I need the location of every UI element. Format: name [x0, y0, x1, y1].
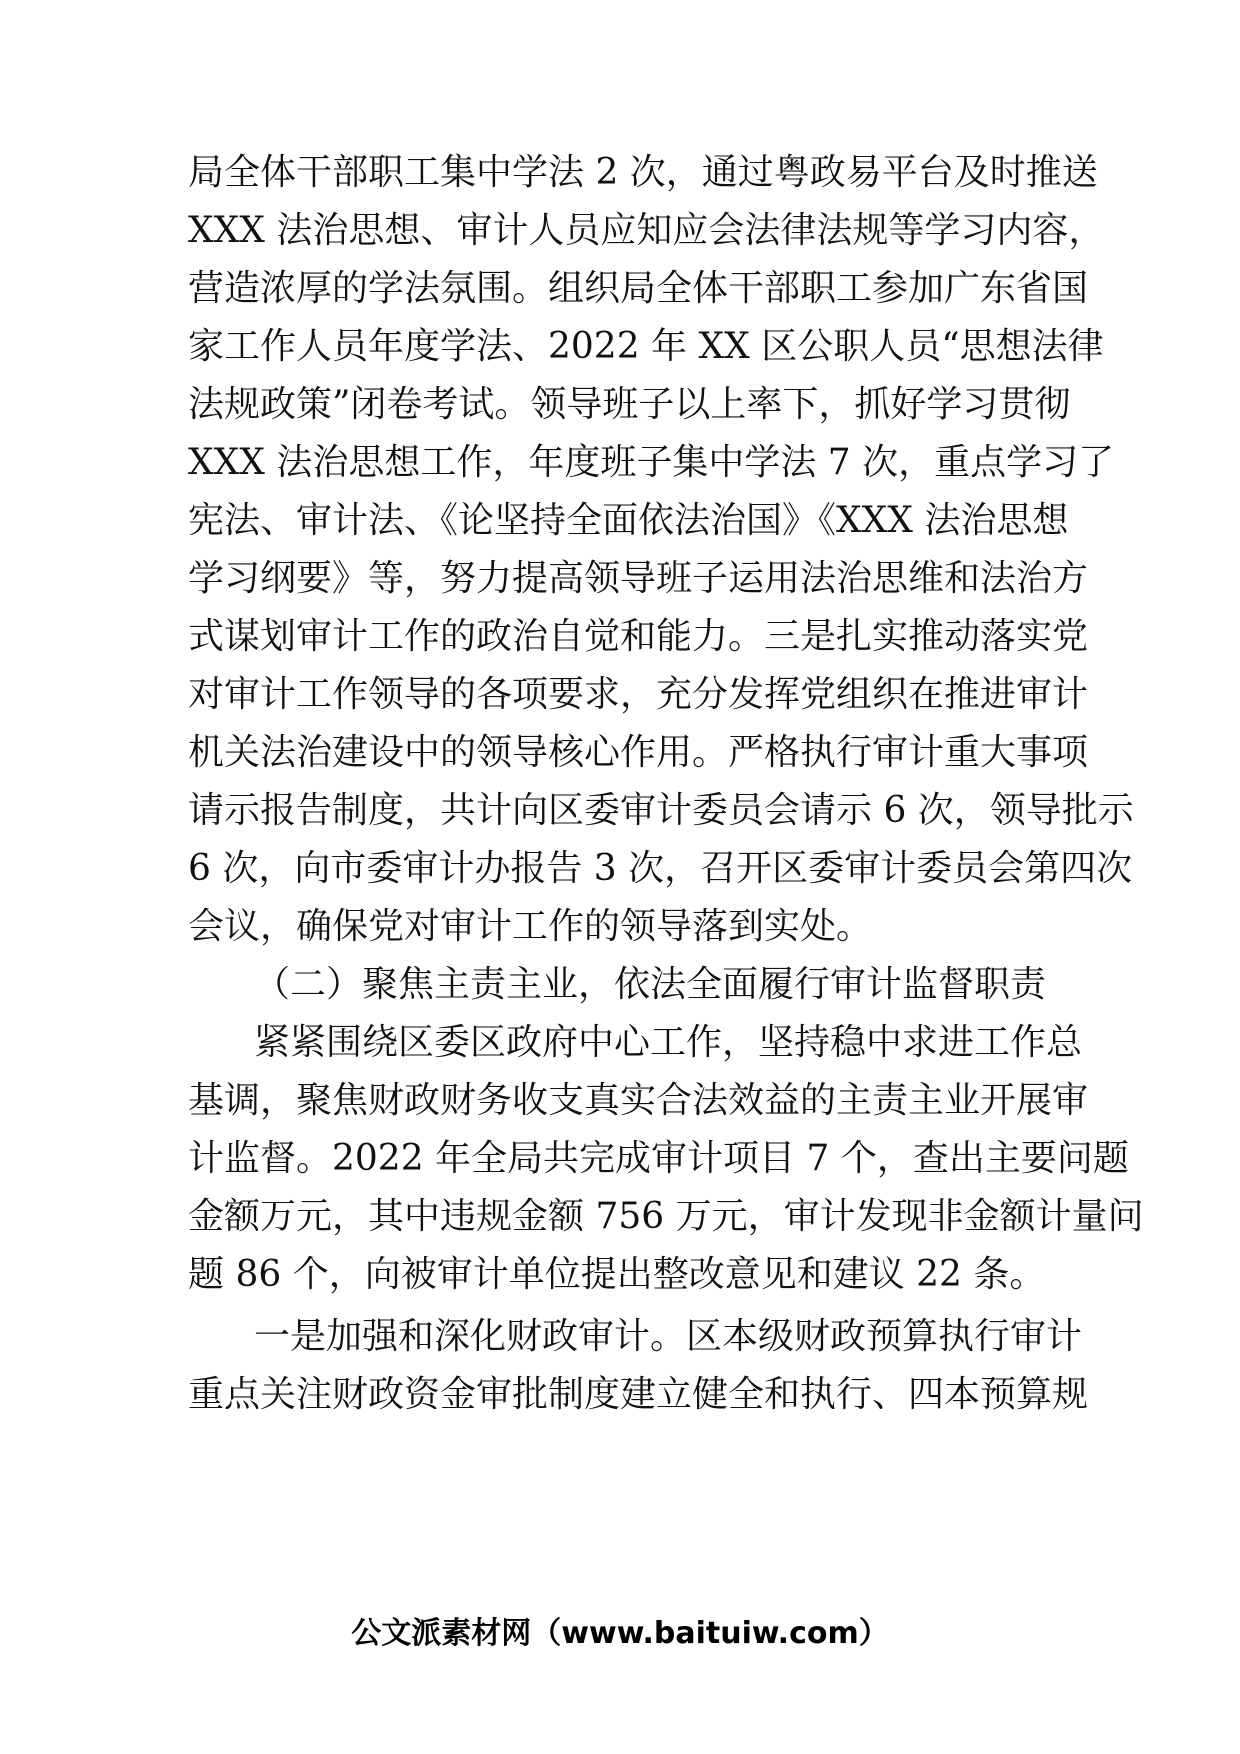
text-line-14: 会议，确保党对审计工作的领导落到实处。: [188, 906, 873, 947]
text-line-13: 6 次，向市委审计办报告 3 次，召开区委审计委员会第四次: [188, 848, 1133, 889]
text-line-7: 宪法、审计法、《论坚持全面依法治国》《XXX 法治思想: [188, 500, 1069, 541]
footer-watermark: 公文派素材网（www.baituiw.com）: [351, 1616, 889, 1651]
text-line-2: XXX 法治思想、审计人员应知应会法律法规等学习内容，: [188, 210, 1105, 251]
text-line-10: 对审计工作领导的各项要求，充分发挥党组织在推进审计: [188, 674, 1089, 715]
text-line-6: XXX 法治思想工作，年度班子集中学法 7 次，重点学习了: [188, 442, 1115, 483]
text-line-1: 局全体干部职工集中学法 2 次，通过粤政易平台及时推送: [188, 152, 1098, 193]
text-line-4: 家工作人员年度学法、2022 年 XX 区公职人员“思想法律: [188, 326, 1104, 367]
text-line-3: 营造浓厚的学法氛围。组织局全体干部职工参加广东省国: [188, 268, 1089, 309]
text-line-19: 金额万元，其中违规金额 756 万元，审计发现非金额计量问: [188, 1196, 1144, 1237]
text-line-17: 基调，聚焦财政财务收支真实合法效益的主责主业开展审: [188, 1080, 1089, 1121]
text-line-21: 一是加强和深化财政审计。区本级财政预算执行审计: [254, 1316, 1083, 1357]
text-line-12: 请示报告制度，共计向区委审计委员会请示 6 次，领导批示: [188, 790, 1134, 831]
text-line-20: 题 86 个，向被审计单位提出整改意见和建议 22 条。: [188, 1254, 1046, 1295]
text-line-22: 重点关注财政资金审批制度建立健全和执行、四本预算规: [188, 1374, 1089, 1415]
text-line-16: 紧紧围绕区委区政府中心工作，坚持稳中求进工作总: [254, 1022, 1083, 1063]
text-line-11: 机关法治建设中的领导核心作用。严格执行审计重大事项: [188, 732, 1089, 773]
section-heading: （二）聚焦主责主业，依法全面履行审计监督职责: [254, 964, 1047, 1005]
text-line-9: 式谋划审计工作的政治自觉和能力。三是扎实推动落实党: [188, 616, 1089, 657]
text-line-8: 学习纲要》等，努力提高领导班子运用法治思维和法治方: [188, 558, 1089, 599]
text-line-5: 法规政策”闭卷考试。领导班子以上率下，抓好学习贯彻: [188, 384, 1071, 425]
text-line-18: 计监督。2022 年全局共完成审计项目 7 个，查出主要问题: [188, 1138, 1129, 1179]
